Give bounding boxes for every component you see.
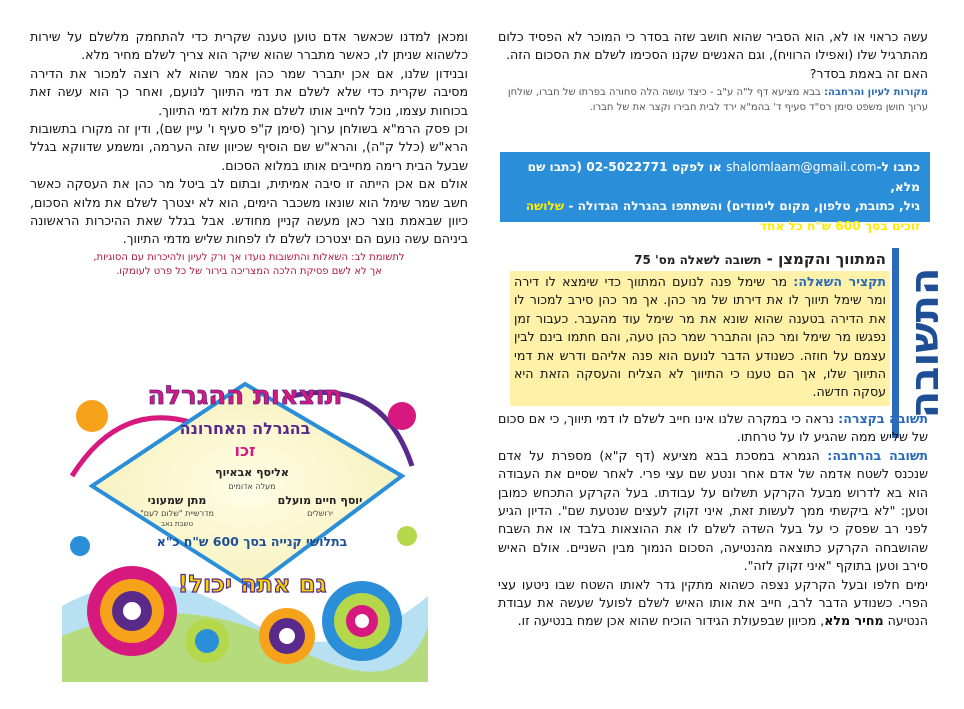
winner1-place: מעלה אדומים — [228, 482, 276, 491]
left-p1: ומכאן למדנו שכאשר אדם טוען טענה שקרית כדי להתחמק מלשלם על שירות כלשהוא שניתן לו, כאשר מתברר שהוא שיקר הוא צריך לשלם מחיר מלא. — [30, 29, 468, 63]
contact-three: שלושה — [525, 199, 565, 213]
contact-fax: או לפקס 02-5022771 — [586, 160, 722, 174]
para2-bold: מחיר מלא — [824, 613, 884, 629]
left-p3: וכן פסק הרמ"א בשולחן ערוך (סימן ק"פ סעיף ו' עיין שם), ודין זה מקורו בתשובות הרא"ש (כלל ק"ה), והרא"ש שם הוסיף שכיוון שזה הערמה, ומשמע שדווקא בגלל שבעל הבית רימה מחייבים אותו במלוא הסכום. — [30, 121, 468, 173]
contact-age-note: (ההשתתפות בהגרלה מגיל 14 ומעלה). — [566, 220, 756, 233]
disclaimer-line2: אך לא לשם פסיקת הלכה המצריכה בירור של כל פרט לעומקו. — [116, 265, 382, 277]
contact-suffix: (כתבו שם מלא, — [527, 160, 920, 194]
question-continuation — [498, 28, 928, 115]
winner2-name: מתן שמעוני — [147, 494, 207, 507]
long-answer-label: תשובה בהרחבה: — [827, 447, 928, 463]
left-p4: אולם אם אכן הייתה זו סיבה אמיתית, ובתום לב ביטל מר כהן את העסקה כאשר חשב שמר שימל הוא שונאו משכבר הימים, הוא לא יצטרך לשלם את מלוא הסכום, כיוון שבאמת נוצר כאן מעשה קניין מחודש. אבל בגלל שאת ההיכרות הראשונה ביניהם עשה נועם הם יצטרכו לשלם לו לפחות שליש מדמי התיווך. — [30, 176, 468, 247]
contact-box — [500, 152, 930, 233]
winners-label: זכו — [234, 441, 256, 460]
para2-b: , מכיוון שבפעולת הגידור הוכיח שהוא אכן שמח בנטיעה זו. — [517, 613, 825, 629]
summary-text: מר שימל פנה לנועם המתווך כדי שימצא לו דירה ומר שימל תיווך לו את דירתו של מר כהן. אך מר כהן סירב למכור לו את הדירה בטענה שהוא שונא את מר שימל עוד מהעבר. כעבור זמן נפגשו מר שימל ומר כהן והתברר שמר כהן טעה, והם חתמו בינם לבין עצמם על חוזה. כשנודע הדבר לנועם הוא פנה אליהם ודרש את דמי התיווך שלו, אך הם טענו כי התיווך לא הצליח והעסקה הזאת היא עסקה חדשה. — [514, 274, 886, 400]
winner2-place: מדרשיית "שלום לעם" — [140, 509, 214, 518]
answer-title — [510, 248, 886, 271]
lottery-subtitle: בהגרלה האחרונה — [179, 419, 311, 438]
sources — [498, 85, 928, 115]
winner3-name: יוסף חיים מועלם — [277, 494, 363, 507]
winner1-name: אליסף אבאיוף — [215, 466, 289, 479]
answer-body — [498, 410, 928, 631]
answer-title-sub: תשובה לשאלה מס' 75 — [634, 253, 762, 267]
winner2-place2: טשבת גאב — [161, 520, 193, 528]
short-answer-text: נראה כי במקרה שלנו אינו חייב לשלם לו דמי תיווך, כי אם סכום של שליש ממה שהגיע לו על טרחתו. — [498, 411, 928, 445]
contact-details: גיל, כתובת, טלפון, מקום לימודים) והשתתפו בהגרלה הגדולה - — [568, 199, 920, 213]
summary-label: תקציר השאלה: — [793, 274, 887, 289]
question-line: האם זה באמת בסדר? — [809, 65, 928, 81]
question-paragraph: עשה כראוי או לא, הוא הסביר שהוא חושב שזה בסדר כי המוכר לא הפסיד כלום מהתרגיל שלו (ואפילו הרוויח), וגם האנשים שקנו הסכימו לשלם את הסכום הזה. — [498, 29, 928, 63]
left-column — [30, 28, 468, 279]
disclaimer — [30, 251, 468, 279]
answer-section — [510, 248, 886, 406]
lottery-prize: בתלושי קנייה בסך 600 ש"ח כ"א — [156, 534, 348, 549]
lottery-results-banner — [62, 356, 428, 682]
winner3-place: ירושלים — [307, 509, 333, 518]
question-summary — [510, 271, 890, 406]
contact-prefix: כתבו ל- — [876, 160, 920, 174]
lottery-title: תוצאות ההגרלה — [147, 381, 343, 411]
lottery-slogan: גם אתה יכול! — [177, 570, 327, 598]
short-answer-label: תשובה בקצרה: — [838, 411, 928, 426]
sources-label: מקורות לעיון והרחבה: — [824, 87, 928, 99]
vertical-title-text: התשובה — [902, 267, 948, 419]
contact-email[interactable]: shalomlaam@gmail.com — [726, 160, 877, 174]
left-p2: ובנידון שלנו, אם אכן יתברר שמר כהן אמר שהוא לא רוצה למכור את הדירה מסיבה שקרית כדי שלא לשלם את דמי התיווך לנועם, ואחר כך הוא עשה זאת בכוחות עצמו, נוכל לחייב אותו לשלם את מלוא דמי התיווך. — [30, 65, 468, 118]
para2-a: ימים חלפו ובעל הקרקע נצפה כשהוא מתקין גדר לאותו השטח שבו ניטעו עצי הפרי. כשנודע הדבר לרב, חייב את אותו האיש לשלם לפועל שעשה את עבודת הנטיעה — [498, 576, 928, 629]
answer-title-main: המתווך והקמצן - — [766, 250, 886, 268]
long-answer-text: הגמרא במסכת בבא מציעא (דף ק"א) מספרת על אדם שנכנס לשטח אדמה של אדם אחר ונטע שם עצי פרי. לאחר שסיים את העבודה הוא בא לדרוש מבעל הקרקע תשלום על עבודתו. בעל הקרקע התכחש כמובן וטען: "לא ביקשתי ממך לעשות זאת, איני זקוק לעצים שנטעת שם". הדיון הגיע לפני רב שפסק כי על בעל השדה לשלם לו את ההוצאות בלבד או את השבח שהושבחה הקרקע כתוצאה מהנטיעה, הסכום הנמוך מבין השניים. אולם האיש סירב וטען בתוקף "איני זקוק לזה". — [498, 447, 928, 574]
disclaimer-line1: לתשומת לב: השאלות והתשובות נועדו אך ורק לעיון ולהיכרות עם הסוגיות, — [93, 251, 405, 263]
sources-text: בבא מציעא דף ל"ה ע"ב - כיצד עושה הלה סחורה בפרתו של חברו, שולחן ערוך חושן משפט סימן רס"ד סעיף ד' בהמ"א ירד לבית חבירו וקצר את של חברו. — [507, 87, 928, 114]
contact-prize: זוכים בסך 600 ש"ח כל אחד — [759, 218, 920, 233]
